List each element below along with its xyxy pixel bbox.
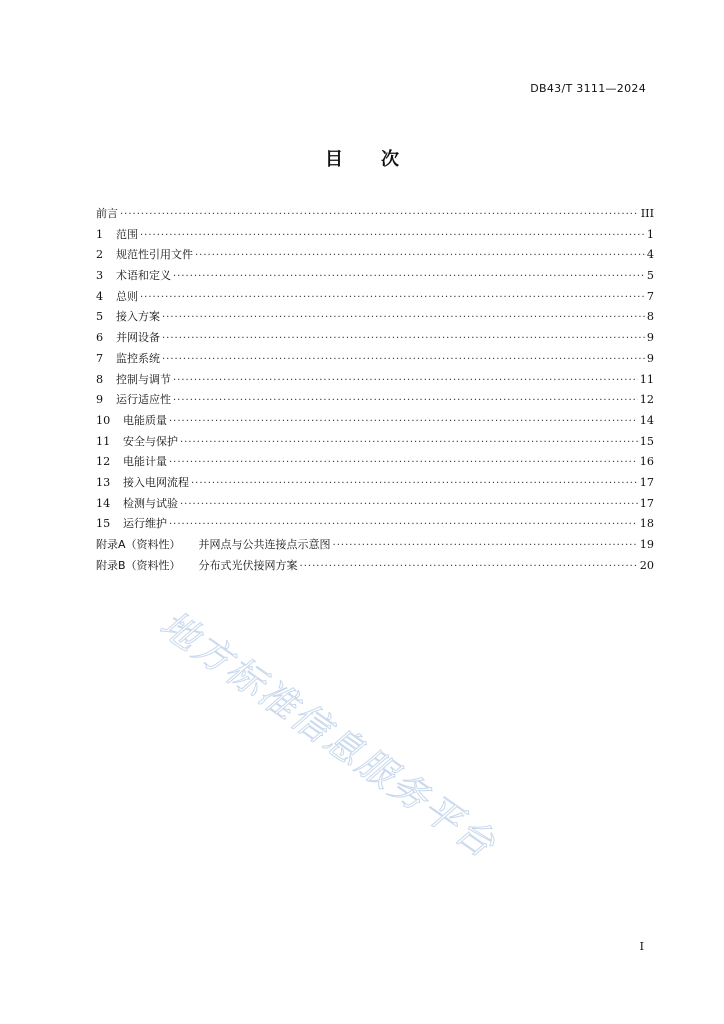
toc-entry-title: 总则 (116, 289, 138, 303)
toc-entry-number: 6 (96, 331, 104, 345)
toc-entry-number: 10 (96, 413, 111, 427)
toc-entry-number: 13 (96, 475, 111, 489)
toc-entry[interactable] (96, 204, 654, 225)
toc-entry[interactable] (96, 328, 654, 349)
toc-dot-leader (173, 371, 638, 392)
toc-entry[interactable] (96, 411, 654, 432)
toc-entry-page: 18 (639, 517, 654, 531)
toc-entry[interactable] (96, 349, 654, 370)
toc-entry[interactable] (96, 514, 654, 535)
toc-entry-title: 电能计量 (123, 455, 167, 469)
toc-entry-page: 1 (646, 227, 654, 241)
toc-dot-leader (140, 288, 645, 309)
toc-entry[interactable] (96, 494, 654, 515)
page-title: 目次 (325, 149, 437, 170)
toc-entry-page: 17 (639, 496, 654, 510)
toc-entry-number: 4 (96, 289, 104, 303)
toc-entry-number: 15 (96, 517, 111, 531)
toc-entry-title: 运行维护 (123, 517, 167, 531)
toc-entry[interactable] (96, 245, 654, 266)
toc-entry-number: 11 (96, 434, 111, 448)
toc-dot-leader (140, 226, 645, 247)
toc-entry-title: 检测与试验 (123, 496, 178, 510)
toc-entry-page: 11 (639, 372, 654, 386)
page-number: I (639, 940, 644, 953)
toc-entry-page: 9 (646, 351, 654, 365)
toc-dot-leader (333, 536, 638, 557)
toc-entry[interactable] (96, 390, 654, 411)
toc-dot-leader (169, 453, 638, 474)
toc-entry-title: 前言 (96, 207, 118, 220)
toc-entry-page: 9 (646, 331, 654, 345)
toc-entry-page: 19 (639, 538, 654, 551)
toc-entry-title: 电能质量 (123, 413, 167, 427)
toc-entry-title: 监控系统 (116, 351, 160, 365)
toc-entry-title: 安全与保护 (123, 434, 178, 448)
toc-entry-number: 3 (96, 269, 104, 283)
toc-entry-page: 15 (639, 434, 654, 448)
toc-entry-title: 并网设备 (116, 331, 160, 345)
toc-entry-title: 接入电网流程 (123, 475, 189, 489)
toc-appendix-label: 附录A（资料性） (96, 538, 181, 551)
watermark: 地方标准信息服务平台 (152, 602, 505, 868)
toc-entry-page: 4 (646, 248, 654, 262)
toc-entry-page: 16 (639, 455, 654, 469)
toc-entry[interactable] (96, 535, 654, 556)
toc-entry[interactable] (96, 266, 654, 287)
toc-dot-leader (162, 350, 645, 371)
toc-entry-title: 术语和定义 (116, 269, 171, 283)
toc-entry-number: 12 (96, 455, 111, 469)
toc-entry-title: 控制与调节 (116, 372, 171, 386)
toc-entry[interactable] (96, 225, 654, 246)
toc-entry-page: 8 (646, 310, 654, 324)
toc-entry-title: 分布式光伏接网方案 (198, 558, 298, 572)
toc-entry[interactable] (96, 432, 654, 453)
toc-entry[interactable] (96, 556, 654, 577)
document-code: DB43/T 3111—2024 (530, 82, 646, 95)
toc-dot-leader (195, 246, 645, 267)
toc-entry-number: 5 (96, 310, 104, 324)
toc-entry[interactable] (96, 452, 654, 473)
toc-entry-page: 14 (639, 413, 654, 427)
toc-dot-leader (180, 495, 638, 516)
toc-entry-page: III (640, 207, 654, 220)
toc-entry-number: 2 (96, 248, 104, 262)
toc-entry[interactable] (96, 287, 654, 308)
toc-entry[interactable] (96, 307, 654, 328)
toc-dot-leader (180, 433, 638, 454)
toc-entry-number: 9 (96, 393, 104, 407)
toc-entry-page: 17 (639, 475, 654, 489)
toc-entry[interactable] (96, 370, 654, 391)
toc-entry-number: 8 (96, 372, 104, 386)
toc-entry-page: 5 (646, 269, 654, 283)
toc-entry-title: 范围 (116, 227, 138, 241)
toc-entry-title: 运行适应性 (116, 393, 171, 407)
toc-entry-number: 1 (96, 227, 104, 241)
toc-entry-page: 12 (639, 393, 654, 407)
toc-dot-leader (191, 474, 638, 495)
toc-entry[interactable] (96, 473, 654, 494)
toc-dot-leader (173, 267, 645, 288)
toc-entry-title: 并网点与公共连接点示意图 (198, 538, 331, 551)
table-of-contents (96, 204, 654, 576)
toc-dot-leader (300, 557, 638, 578)
toc-appendix-label: 附录B（资料性） (96, 558, 181, 572)
toc-dot-leader (169, 412, 638, 433)
toc-entry-title: 规范性引用文件 (116, 248, 193, 262)
toc-entry-page: 7 (646, 289, 654, 303)
toc-entry-title: 接入方案 (116, 310, 160, 324)
toc-dot-leader (162, 308, 645, 329)
toc-dot-leader (173, 391, 638, 412)
toc-entry-number: 7 (96, 351, 104, 365)
toc-dot-leader (162, 329, 645, 350)
toc-entry-page: 20 (639, 558, 654, 572)
toc-dot-leader (169, 515, 638, 536)
toc-dot-leader (120, 205, 639, 226)
toc-entry-number: 14 (96, 496, 111, 510)
